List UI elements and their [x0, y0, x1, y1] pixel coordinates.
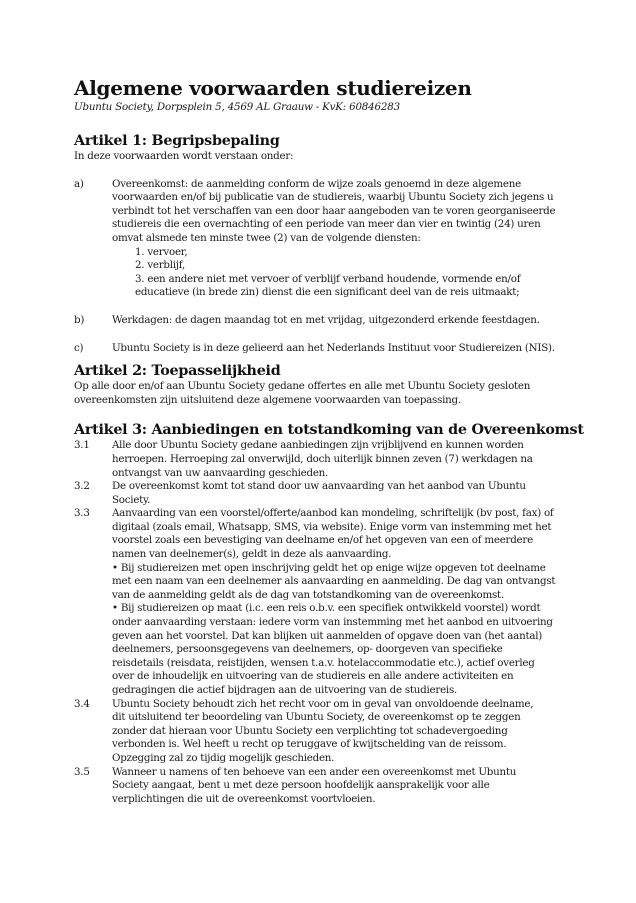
sublist-item: 1. vervoer, — [135, 245, 188, 258]
text-line: Society aangaat, bent u met deze persoon hoofdelijk aansprakelijk voor alle — [112, 779, 490, 792]
services-sublist — [112, 246, 555, 300]
definition-label: c) — [74, 341, 84, 354]
text-line: Alle door Ubuntu Society gedane aanbiedingen zijn vrijblijvend en kunnen worden — [112, 439, 524, 452]
article-1-intro: In deze voorwaarden wordt verstaan onder: — [74, 150, 294, 162]
text-line: zonder dat hieraan voor Ubuntu Society een verplichting tot schadevergoeding — [112, 724, 508, 737]
sublist-item: educatieve (in brede zin) dienst die een significant deel van de reis uitmaakt; — [135, 286, 520, 299]
clause-text — [112, 766, 516, 807]
clause-text — [112, 480, 526, 507]
sublist-item: 3. een andere niet met vervoer of verblijf verband houdende, vormende en/of — [135, 272, 521, 285]
text-line: ontvangst van uw aanvaarding geschieden. — [112, 466, 329, 479]
definition-item-a — [74, 178, 594, 300]
bullet-line: • Bij studiereizen op maat (i.c. een reis o.b.v. een specifiek ontwikkeld voorstel) wordt — [112, 602, 541, 615]
clause-3-5 — [74, 766, 594, 807]
text-line: gedragingen die actief bijdragen aan de uitvoering van de studiereis. — [112, 684, 458, 696]
definition-text — [112, 314, 540, 328]
text-line: verplichtingen die uit de overeenkomst voortvloeien. — [112, 792, 376, 805]
text-line: met een naam van een deelnemer als aanvaarding en aanmelding. De dag van ontvangst — [112, 575, 556, 588]
document-page — [74, 76, 594, 806]
clause-text — [112, 698, 533, 766]
clause-3-2 — [74, 480, 594, 507]
text-line: herroepen. Herroeping zal onverwijld, doch uiterlijk binnen zeven (7) werkdagen na — [112, 452, 533, 465]
text-line: digitaal (zoals email, Whatsapp, SMS, via website). Enige vorm van instemming met het — [112, 520, 552, 533]
clause-3-3 — [74, 507, 594, 697]
clause-number: 3.3 — [74, 507, 90, 520]
text-line: verbonden is. Wel heeft u recht op teruggave of kwijtschelding van de reissom. — [112, 738, 507, 751]
text-line: Op alle door en/of aan Ubuntu Society gedane offertes en alle met Ubuntu Society gesloten — [74, 380, 531, 393]
text-line: dit uitsluitend ter beoordeling van Ubuntu Society, de overeenkomst op te zeggen — [112, 711, 521, 724]
bullet-line: • Bij studiereizen met open inschrijving geldt het op enige wijze opgeven tot deelname — [112, 561, 546, 574]
text-line: onder aanvaarding verstaan: iedere vorm van instemming met het aanbod en uitvoering — [112, 616, 553, 629]
article-2 — [74, 362, 594, 407]
text-line: over de inhoudelijk en uitvoering van de studiereis en alle andere activiteiten en — [112, 670, 514, 683]
document-subtitle: Ubuntu Society, Dorpsplein 5, 4569 AL Graauw - KvK: 60846283 — [74, 101, 400, 113]
text-line: Werkdagen: de dagen maandag tot en met vrijdag, uitgezonderd erkende feestdagen. — [112, 313, 540, 326]
text-line: reisdetails (reisdata, reistijden, wensen t.a.v. hotelaccommodatie etc.), actief overleg — [112, 656, 535, 669]
definition-item-b — [74, 314, 594, 328]
definition-label: a) — [74, 177, 84, 190]
text-line: namen van deelnemer(s), geldt in deze als aanvaarding. — [112, 548, 392, 561]
text-line: omvat alsmede ten minste twee (2) van de volgende diensten: — [112, 231, 421, 244]
article-2-heading: Artikel 2: Toepasselijkheid — [74, 363, 281, 380]
article-3 — [74, 421, 594, 806]
clause-number: 3.4 — [74, 697, 90, 710]
text-line: voorstel zoals een bevestiging van deelname en/of het opgeven van een of meerdere — [112, 534, 533, 547]
article-1 — [74, 132, 594, 355]
document-title: Algemene voorwaarden studiereizen — [74, 76, 472, 100]
sublist-item: 2. verblijf, — [135, 259, 186, 272]
definition-text — [112, 178, 555, 300]
text-line: deelnemers, persoonsgegevens van deelnemers, op- doorgeven van specifieke — [112, 643, 503, 656]
text-line: voorwaarden en/of bij publicatie van de studiereis, waarbij Ubuntu Society zich jegens u — [112, 191, 554, 204]
text-line: Aanvaarding van een voorstel/offerte/aanbod kan mondeling, schriftelijk (bv post, fax) of — [112, 507, 554, 520]
definition-text — [112, 342, 555, 356]
clause-3-1 — [74, 439, 594, 480]
clause-number: 3.2 — [74, 480, 90, 493]
definition-label: b) — [74, 313, 85, 326]
text-line: Society. — [112, 493, 151, 506]
clause-text — [112, 507, 555, 697]
text-line: Ubuntu Society is in deze gelieerd aan het Nederlands Instituut voor Studiereizen (NIS). — [112, 341, 555, 354]
text-line: studiereis die een overnachting of een periode van meer dan vier en twintig (24) uren — [112, 218, 541, 231]
text-line: Ubuntu Society behoudt zich het recht voor om in geval van onvoldoende deelname, — [112, 697, 534, 710]
text-line: De overeenkomst komt tot stand door uw aanvaarding van het aanbod van Ubuntu — [112, 480, 526, 493]
text-line: Wanneer u namens of ten behoeve van een ander een overeenkomst met Ubuntu — [112, 765, 517, 778]
article-2-text — [74, 380, 594, 407]
text-line: Overeenkomst: de aanmelding conform de wijze zoals genoemd in deze algemene — [112, 177, 521, 190]
definition-item-c — [74, 342, 594, 356]
text-line: Opzegging zal zo tijdig mogelijk geschieden. — [112, 751, 335, 764]
clause-3-4 — [74, 698, 594, 766]
text-line: van de aanmelding geldt als de dag van totstandkoming van de overeenkomst. — [112, 588, 504, 601]
clause-number: 3.5 — [74, 765, 90, 778]
text-line: verbindt tot het verschaffen van een door haar aangeboden van te voren georganiseerde — [112, 204, 556, 217]
article-3-heading: Artikel 3: Aanbiedingen en totstandkoming van de Overeenkomst — [74, 422, 584, 439]
text-line: overeenkomsten zijn uitsluitend deze algemene voorwaarden van toepassing. — [74, 393, 461, 406]
clause-number: 3.1 — [74, 439, 90, 452]
text-line: geven aan het voorstel. Dat kan blijken uit aanmelden of opgave doen van (het aantal) — [112, 629, 543, 642]
clause-text — [112, 439, 533, 480]
article-1-heading: Artikel 1: Begripsbepaling — [74, 133, 280, 149]
